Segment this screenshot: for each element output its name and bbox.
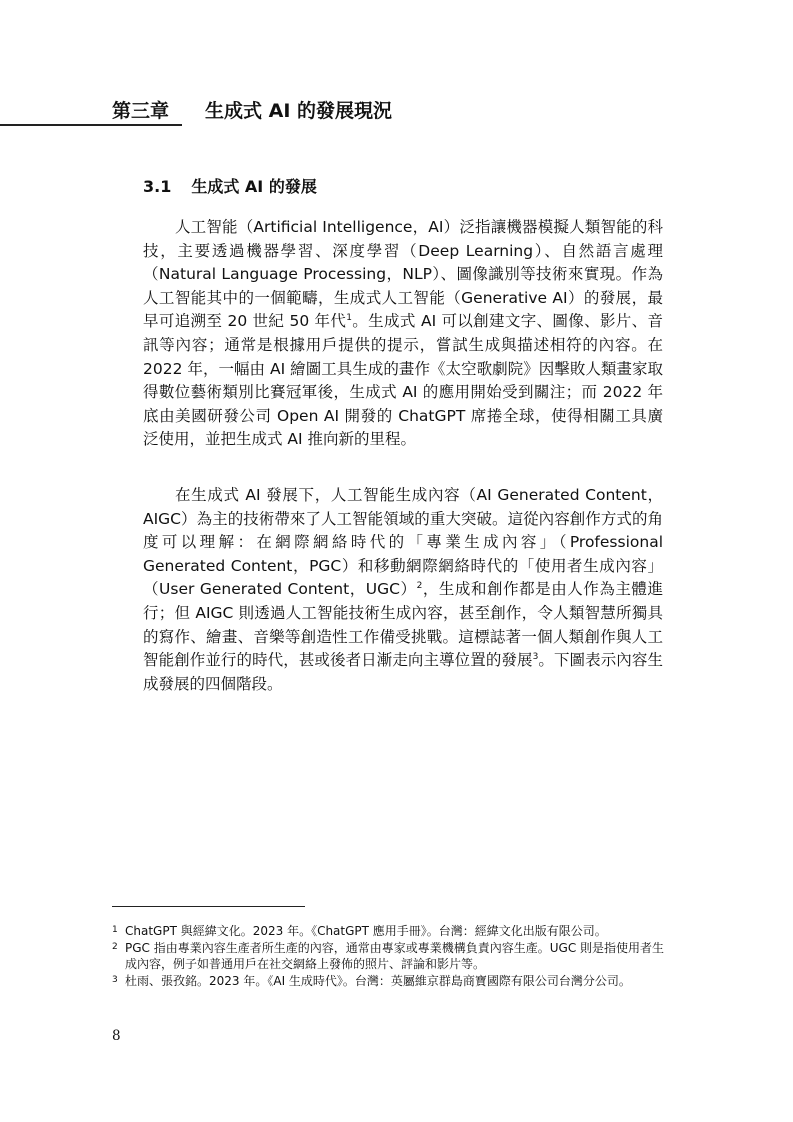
section-heading xyxy=(143,174,317,197)
body-paragraph-1 xyxy=(143,216,663,452)
paragraph-text: 在生成式 AI 發展下，人工智能生成內容（AI Generated Content，AIGC）為主的技術帶來了人工智能領域的重大突破。這從內容創作方式的角度可以理解：在網際網絡時代的「專業生成內容」（Professional Generated Content，PGC）和移動網際網絡時代的「使用者生成內容」（User Generated Content，UGC） xyxy=(143,486,663,599)
footnote-ref[interactable]: 3 xyxy=(532,652,539,662)
footnotes xyxy=(112,923,668,989)
footnote-text: 杜雨、張孜銘。2023 年。《AI 生成時代》。台灣：英屬維京群島商寶國際有限公司台灣分公司。 xyxy=(125,973,631,988)
footnote-3 xyxy=(112,973,668,990)
paragraph-text: 人工智能（Artificial Intelligence，AI）泛指讓機器模擬人類智能的科技，主要透過機器學習、深度學習（Deep Learning）、自然語言處理（Natural Language Processing，NLP）、圖像識別等技術來實現。作為人工智能其中的一個範疇，生成式人工智能（Generative AI）的發展，最早可追溯至 20 世紀 50 年代 xyxy=(143,218,663,331)
footnote-separator xyxy=(112,906,305,907)
paragraph-text: 。生成式 AI 可以創建文字、圖像、影片、音訊等內容；通常是根據用戶提供的提示，嘗試生成與描述相符的內容。在 2022 年，一幅由 AI 繪圖工具生成的畫作《太空歌劇院》因擊敗人類畫家取得數位藝術類別比賽冠軍後，生成式 AI 的應用開始受到關注；而 2022 年底由美國研發公司 Open AI 開發的 ChatGPT 席捲全球，使得相關工具廣泛使用，並把生成式 AI 推向新的里程。 xyxy=(143,312,664,449)
paragraph-text: ，生成和創作都是由人作為主體進行；但 AIGC 則透過人工智能技術生成內容，甚至創作，令人類智慧所獨具的寫作、繪畫、音樂等創造性工作備受挑戰。這標誌著一個人類創作與人工智能創作並行的時代，甚或後者日漸走向主導位置的發展 xyxy=(143,580,663,670)
footnote-ref[interactable]: 1 xyxy=(346,313,352,324)
footnote-mark: 1 xyxy=(112,925,118,935)
chapter-header xyxy=(112,96,392,123)
page-number: 8 xyxy=(112,1028,121,1044)
footnote-text: ChatGPT 與經緯文化。2023 年。《ChatGPT 應用手冊》。台灣：經緯文化出版有限公司。 xyxy=(125,924,607,938)
chapter-number: 第三章 xyxy=(112,100,170,122)
chapter-title: 生成式 AI 的發展現況 xyxy=(205,100,393,122)
section-title: 生成式 AI 的發展 xyxy=(191,177,317,196)
footnote-2 xyxy=(112,940,668,973)
body-paragraph-2 xyxy=(143,484,663,696)
footnote-mark: 3 xyxy=(112,974,118,985)
footnote-ref[interactable]: 2 xyxy=(416,581,423,592)
footnote-mark: 2 xyxy=(112,941,118,952)
footnote-1 xyxy=(112,923,668,940)
chapter-header-rule xyxy=(0,124,182,126)
footnote-text: PGC 指由專業內容生產者所生產的內容，通常由專家或專業機構負責內容生產。UGC 則是指使用者生成內容，例子如普通用戶在社交網絡上發佈的照片、評論和影片等。 xyxy=(125,940,665,971)
paragraph-text: 。下圖表示內容生成發展的四個階段。 xyxy=(143,651,663,693)
section-number: 3.1 xyxy=(143,177,172,196)
